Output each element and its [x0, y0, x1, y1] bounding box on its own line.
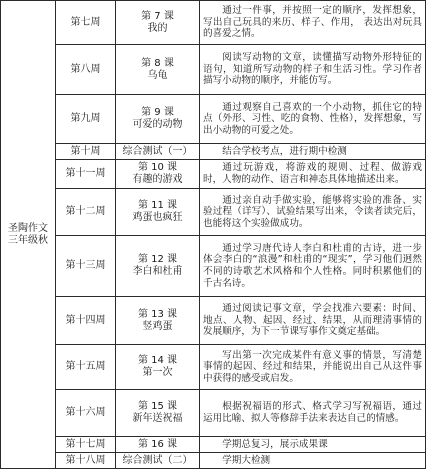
description-cell: [200, 160, 426, 189]
description-cell: [200, 95, 426, 144]
description-text: 通过一件事，并按照一定的顺序，发挥想象，写出自己玩具的来历、样子、作用， 表达出对玩具的喜爱之情。: [203, 5, 422, 40]
lesson-number: 第 7 课: [141, 10, 174, 22]
description-text: 学期总复习，展示成果课: [222, 438, 328, 450]
lesson-cell: [116, 437, 200, 453]
week-cell: 第十一周: [56, 160, 116, 189]
week-cell: 第十三周: [56, 236, 116, 297]
schedule-row: [1, 345, 426, 390]
schedule-row: [1, 45, 426, 95]
schedule-row: [1, 437, 426, 453]
description-text: 结合学校考点，进行期中检测: [222, 145, 347, 157]
lesson-number: 第 9 课: [141, 107, 174, 118]
week-cell: 第十四周: [56, 297, 116, 345]
week-cell: 第十周: [56, 144, 116, 160]
lesson-number: 第 10 课: [137, 162, 178, 173]
lesson-title: 竖鸡蛋: [142, 320, 173, 332]
week-cell: 第十五周: [56, 345, 116, 390]
lesson-number: 第 12 课: [137, 254, 178, 265]
lesson-cell: [116, 189, 200, 236]
lesson-title: 我的: [147, 22, 168, 34]
description-cell: [200, 297, 426, 345]
schedule-row: [1, 1, 426, 45]
lesson-cell: [116, 160, 200, 189]
lesson-number: 第 11 课: [137, 200, 178, 211]
lesson-cell: [116, 297, 200, 345]
lesson-cell: [116, 345, 200, 390]
lesson-cell: [116, 144, 200, 160]
description-text: 阅读写动物的文章，读懂描写动物外形特征的语句，知道所写动物的样子和生活习性。学习作者描写小动物的顺序，并能仿写。: [203, 52, 422, 87]
lesson-cell: [116, 95, 200, 144]
lesson-title: 第一次: [142, 367, 173, 378]
lesson-number: 第 15 课: [137, 401, 178, 412]
lesson-number: 第 8 课: [141, 57, 174, 69]
schedule-row: [1, 189, 426, 236]
week-cell: 第八周: [56, 45, 116, 95]
schedule-row: [1, 95, 426, 144]
lesson-number: 第 16 课: [137, 438, 178, 450]
lesson-title: 李白和杜甫: [132, 266, 183, 277]
description-cell: [200, 345, 426, 390]
lesson-title: 新年送祝福: [132, 413, 183, 424]
lesson-title: 有趣的游戏: [132, 174, 183, 185]
description-text: 通过学习唐代诗人李白和杜甫的古诗，进一步体会李白的“浪漫”和杜甫的“现实”，学习他们迥然不同的诗歌艺术风格和个人性格。同时积累他们的千古名诗。: [203, 242, 422, 289]
week-cell: 第十八周: [56, 453, 116, 469]
week-cell: 第十七周: [56, 437, 116, 453]
schedule-row: [1, 160, 426, 189]
lesson-title: 鸡蛋也疯狂: [132, 212, 183, 223]
week-cell: 第九周: [56, 95, 116, 144]
schedule-row: [1, 390, 426, 437]
lesson-title: 综合测试（二）: [122, 454, 193, 466]
week-cell: 第十六周: [56, 390, 116, 437]
lesson-number: 第 14 课: [137, 355, 178, 366]
lesson-cell: [116, 390, 200, 437]
schedule-row: [1, 144, 426, 160]
description-cell: [200, 390, 426, 437]
lesson-cell: [116, 45, 200, 95]
description-cell: [200, 189, 426, 236]
description-text: 通过玩游戏，将游戏的规则、过程、做游戏时，人物的动作、语言和神态具体地描述出来。: [203, 162, 422, 185]
lesson-cell: [116, 236, 200, 297]
description-text: 通过阅读记事文章，学会找准六要素：时间、地点、人物、起因、经过、结果，从而理清事情的发展顺序，为下一节课写事作文奠定基础。: [203, 303, 422, 338]
description-text: 写出第一次完成某件有意义事的情景，写清楚事情的起因、经过和结果，并能说出自己从这件事中获得的感受或启发。: [203, 349, 422, 384]
description-cell: [200, 144, 426, 160]
course-name-cell: 圣陶作文三年级秋: [1, 1, 56, 469]
week-cell: 第七周: [56, 1, 116, 45]
description-cell: [200, 45, 426, 95]
lesson-title: 综合测试（一）: [122, 145, 193, 157]
lesson-title: 可爱的动物: [132, 119, 183, 130]
schedule-row: [1, 297, 426, 345]
description-text: 学期大检测: [222, 454, 271, 466]
lesson-title: 乌龟: [147, 69, 168, 81]
week-cell: 第十二周: [56, 189, 116, 236]
description-cell: [200, 1, 426, 45]
schedule-row: [1, 236, 426, 297]
description-cell: [200, 437, 426, 453]
description-cell: [200, 236, 426, 297]
description-text: 通过观察自己喜欢的一个小动物，抓住它的特点（外形、习性、吃的食物、性格），发挥想象，写出小动物的可爱之处。: [203, 101, 422, 136]
description-text: 通过亲自动手做实验，能够将实验的准备、实验过程（详写）、试验结果写出来，令读者读完后，也能将这个实验做成功。: [203, 194, 422, 229]
lesson-cell: [116, 1, 200, 45]
lesson-number: 第 13 课: [137, 308, 178, 320]
description-text: 根据祝福语的形式、格式学习写祝福语，通过运用比喻、拟人等修辞手法来表达自己的情感。: [203, 401, 422, 424]
